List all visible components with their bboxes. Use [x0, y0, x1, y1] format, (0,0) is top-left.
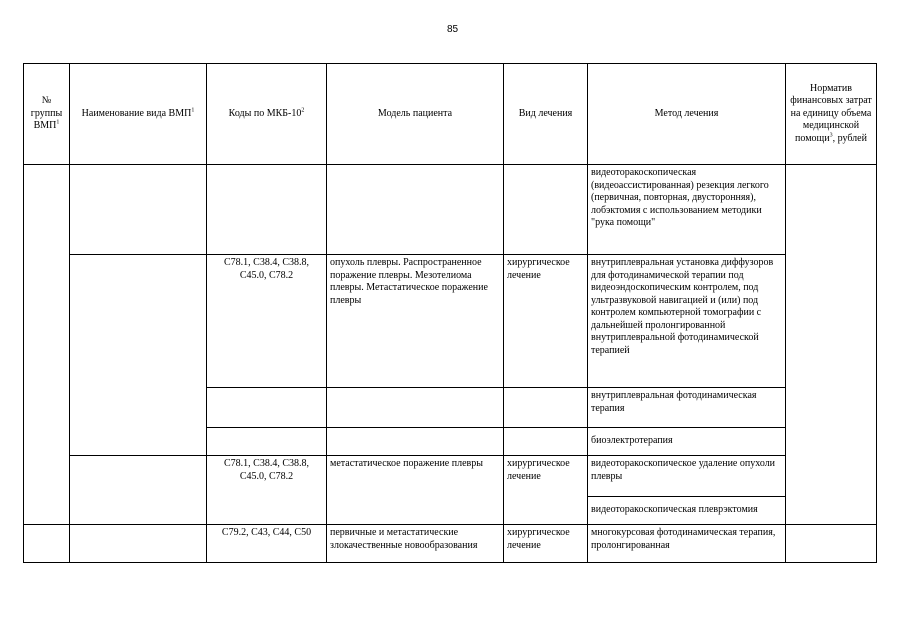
model-cell: опухоль плевры. Распространенное поражение плевры. Мезотелиома плевры. Метастатическое поражение плевры: [327, 255, 504, 388]
header-vmp-name: Наименование вида ВМП$^1$: [70, 64, 207, 165]
table-row: [24, 525, 877, 563]
codes-cell: [207, 428, 327, 456]
table-row: [24, 165, 877, 255]
norm-cell: [786, 165, 877, 525]
method-cell: видеоторакоскопическая плеврэктомия: [588, 497, 786, 525]
header-norm: Норматив финансовых затрат на единицу объема медицинской помощи$^3$, рублей: [786, 64, 877, 165]
model-cell: первичные и метастатические злокачественные новообразования: [327, 525, 504, 563]
codes-cell: [207, 165, 327, 255]
type-cell: хирургическое лечение: [504, 255, 588, 388]
vmp-name-cell: [70, 525, 207, 563]
group-no-cell: [24, 525, 70, 563]
method-cell: внутриплевральная установка диффузоров для фотодинамической терапии под видеоэндоскопическим контролем, под ультразвуковой навигацией и (или) под контролем компьютерной томографии с дальнейшей пролонгированной внутриплевральной фотодинамической терапией: [588, 255, 786, 388]
model-cell: [327, 428, 504, 456]
vmp-name-cell: [70, 456, 207, 525]
codes-cell: C78.1, C38.4, C38.8, C45.0, C78.2: [207, 255, 327, 388]
header-mkb-codes: Коды по МКБ-$10^2$: [207, 64, 327, 165]
header-group-no: № группы ВМП$^1$: [24, 64, 70, 165]
codes-cell: C78.1, C38.4, C38.8, C45.0, C78.2: [207, 456, 327, 525]
model-cell: [327, 388, 504, 428]
header-treatment-method: Метод лечения: [588, 64, 786, 165]
vmp-table: [23, 63, 877, 563]
vmp-name-cell: [70, 255, 207, 456]
table-row: [24, 255, 877, 388]
table-row: [24, 456, 877, 497]
group-no-cell: [24, 165, 70, 525]
codes-cell: [207, 388, 327, 428]
method-cell: видеоторакоскопическая (видеоассистированная) резекция легкого (первичная, повторная, двусторонняя), лобэктомия с использованием методики "рука помощи": [588, 165, 786, 255]
method-cell: внутриплевральная фотодинамическая терапия: [588, 388, 786, 428]
type-cell: [504, 428, 588, 456]
vmp-name-cell: [70, 165, 207, 255]
type-cell: хирургическое лечение: [504, 456, 588, 525]
method-cell: многокурсовая фотодинамическая терапия, пролонгированная: [588, 525, 786, 563]
header-row: [24, 64, 877, 165]
header-patient-model: Модель пациента: [327, 64, 504, 165]
type-cell: хирургическое лечение: [504, 525, 588, 563]
method-cell: биоэлектротерапия: [588, 428, 786, 456]
norm-cell: [786, 525, 877, 563]
type-cell: [504, 388, 588, 428]
codes-cell: C79.2, C43, C44, C50: [207, 525, 327, 563]
method-cell: видеоторакоскопическое удаление опухоли плевры: [588, 456, 786, 497]
page-number: 85: [446, 24, 459, 35]
model-cell: метастатическое поражение плевры: [327, 456, 504, 525]
header-treatment-type: Вид лечения: [504, 64, 588, 165]
type-cell: [504, 165, 588, 255]
model-cell: [327, 165, 504, 255]
